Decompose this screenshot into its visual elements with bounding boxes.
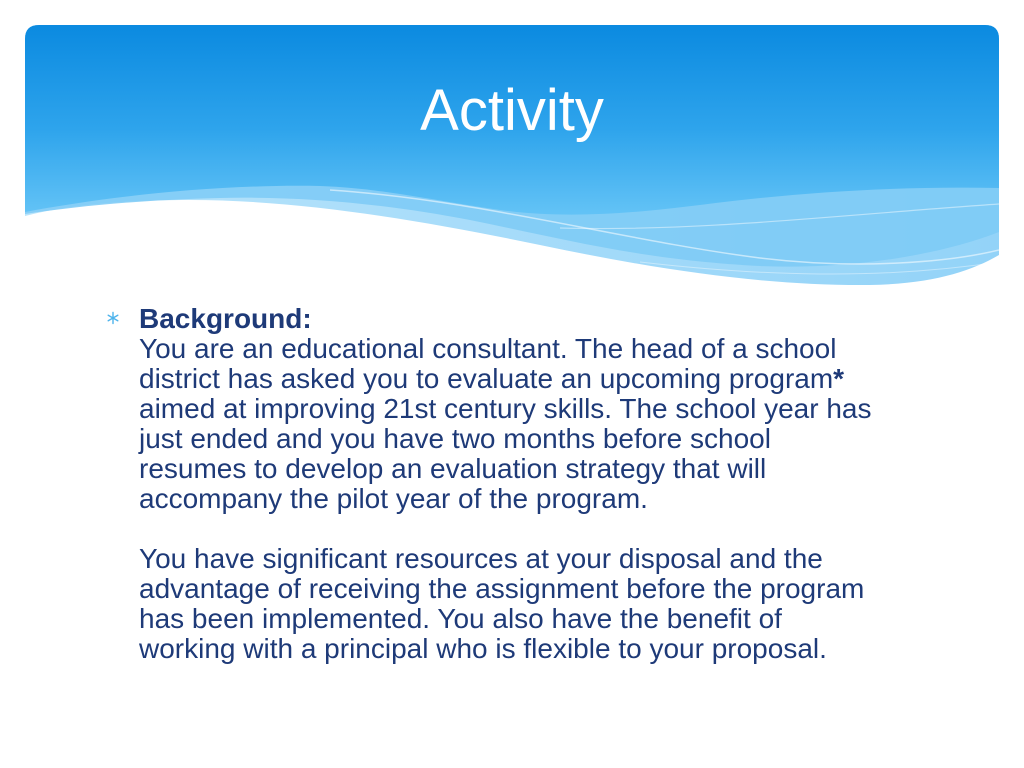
paragraph-line: advantage of receiving the assignment before the program [139,573,865,604]
paragraph-spacer [139,514,999,544]
paragraph-line: accompany the pilot year of the program. [139,483,648,514]
paragraph-line: resumes to develop an evaluation strategy that will [139,453,767,484]
paragraph-line: just ended and you have two months before school [139,423,771,454]
paragraph-line-text: district has asked you to evaluate an upcoming program [139,363,834,394]
bullet-text [139,304,999,664]
paragraph-line: has been implemented. You also have the benefit of [139,603,782,634]
footnote-marker: * [833,363,845,394]
bullet-heading: Background: [139,303,312,334]
paragraph-line: You have significant resources at your disposal and the [139,543,823,574]
paragraph-line [139,364,999,394]
paragraph-line: aimed at improving 21st century skills. The school year has [139,393,872,424]
slide-title: Activity [420,78,604,143]
asterisk-bullet-icon [106,311,120,325]
paragraph-line: You are an educational consultant. The head of a school [139,333,837,364]
paragraph-line: working with a principal who is flexible to your proposal. [139,633,827,664]
